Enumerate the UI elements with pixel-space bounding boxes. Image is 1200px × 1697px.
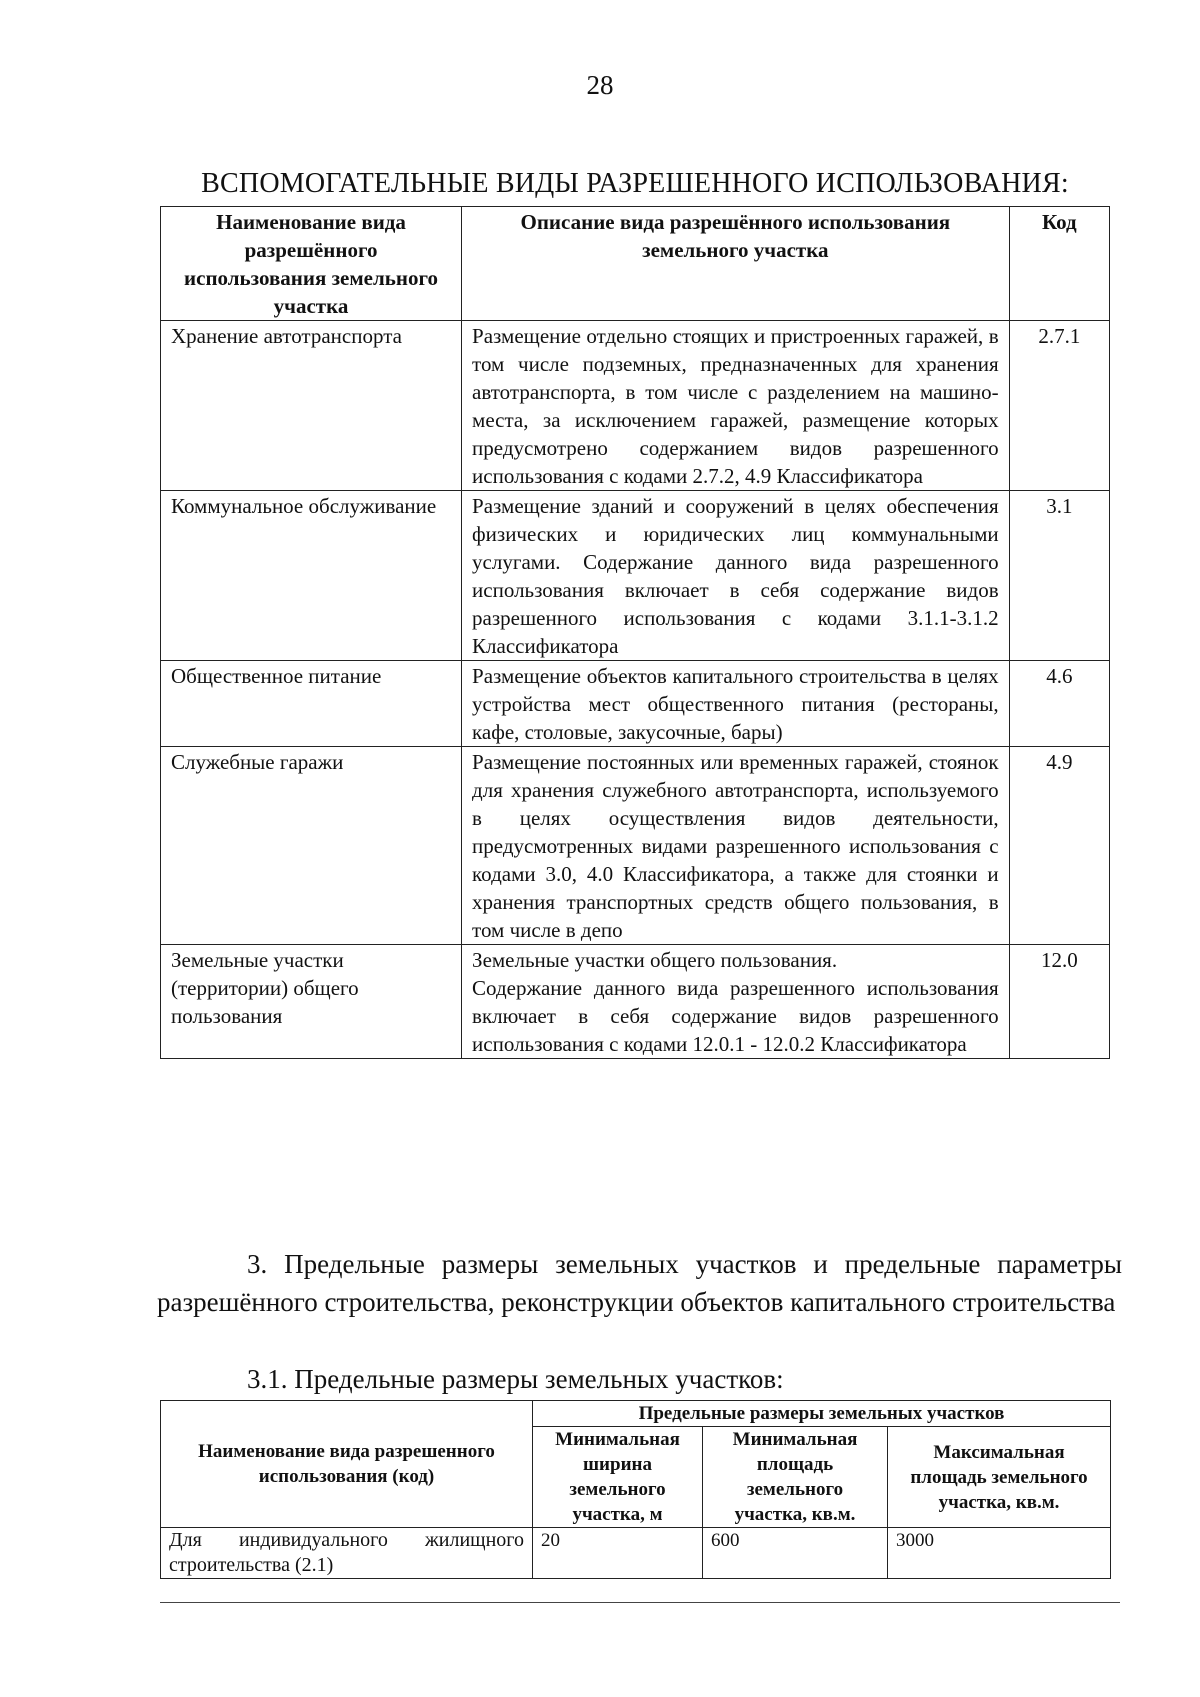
row-description	[462, 945, 1010, 1059]
row-description: Размещение объектов капитального строительства в целях устройства мест общественного питания (рестораны, кафе, столовые, закусочные, бары)	[462, 661, 1010, 747]
row-description: Размещение отдельно стоящих и пристроенных гаражей, в том числе подземных, предназначенных для хранения автотранспорта, в том числе с разделением на машино-места, за исключением гаражей, размещение которых предусмотрено содержанием видов разрешенного использования с кодами 2.7.2, 4.9 Классификатора	[462, 321, 1010, 491]
header-description: Описание вида разрешённого использования земельного участка	[462, 207, 1010, 321]
row-name: Общественное питание	[161, 661, 462, 747]
paragraph-3: 3. Предельные размеры земельных участков и предельные параметры разрешённого строительства, реконструкции объектов капитального строительства	[157, 1249, 1122, 1317]
row-description-line-1: Земельные участки общего пользования.	[472, 948, 838, 972]
section-title: ВСПОМОГАТЕЛЬНЫЕ ВИДЫ РАЗРЕШЕННОГО ИСПОЛЬЗОВАНИЯ:	[201, 168, 1069, 199]
table-row	[161, 661, 1110, 747]
row-code: 4.6	[1009, 661, 1109, 747]
table-row	[161, 321, 1110, 491]
header-code: Код	[1009, 207, 1109, 321]
table-row	[161, 491, 1110, 661]
row-name: Земельные участки (территории) общего пользования	[161, 945, 462, 1059]
row-name: Служебные гаражи	[161, 747, 462, 945]
table-header-row	[161, 207, 1110, 321]
table-row	[161, 1528, 1111, 1579]
row-code: 3.1	[1009, 491, 1109, 661]
permitted-use-table	[160, 206, 1110, 1059]
header-min-width: Минимальная ширина земельного участка, м	[533, 1427, 703, 1528]
table-header-row	[161, 1401, 1111, 1427]
row-code: 4.9	[1009, 747, 1109, 945]
table-row	[161, 945, 1110, 1059]
row-description: Размещение зданий и сооружений в целях обеспечения физических и юридических лиц коммунальными услугами. Содержание данного вида разрешенного использования включает в себя содержание видов разрешенного использования с кодами 3.1.1-3.1.2 Классификатора	[462, 491, 1010, 661]
row-name: Коммунальное обслуживание	[161, 491, 462, 661]
header-group: Предельные размеры земельных участков	[533, 1401, 1111, 1427]
row-use-name: Для индивидуального жилищного строительства (2.1)	[161, 1528, 533, 1579]
row-code: 12.0	[1009, 945, 1109, 1059]
row-description: Размещение постоянных или временных гаражей, стоянок для хранения служебного автотранспорта, используемого в целях осуществления видов деятельности, предусмотренных видами разрешенного использования с кодами 3.0, 4.0 Классификатора, а также для стоянки и хранения транспортных средств общего пользования, в том числе в депо	[462, 747, 1010, 945]
row-min-width: 20	[533, 1528, 703, 1579]
table-row	[161, 747, 1110, 945]
plot-size-table	[160, 1400, 1111, 1579]
paragraph-3-1: 3.1. Предельные размеры земельных участков:	[247, 1364, 784, 1394]
row-code: 2.7.1	[1009, 321, 1109, 491]
row-max-area: 3000	[888, 1528, 1111, 1579]
header-use-name: Наименование вида разрешенного использования (код)	[161, 1401, 533, 1528]
page-number: 28	[586, 70, 614, 100]
footer-divider	[160, 1602, 1120, 1603]
header-max-area: Максимальная площадь земельного участка, кв.м.	[888, 1427, 1111, 1528]
header-min-area: Минимальная площадь земельного участка, кв.м.	[703, 1427, 888, 1528]
row-name: Хранение автотранспорта	[161, 321, 462, 491]
header-name: Наименование вида разрешённого использования земельного участка	[161, 207, 462, 321]
row-min-area: 600	[703, 1528, 888, 1579]
row-description-line-2: Содержание данного вида разрешенного использования включает в себя содержание видов разрешенного использования с кодами 12.0.1 - 12.0.2 Классификатора	[472, 976, 999, 1056]
